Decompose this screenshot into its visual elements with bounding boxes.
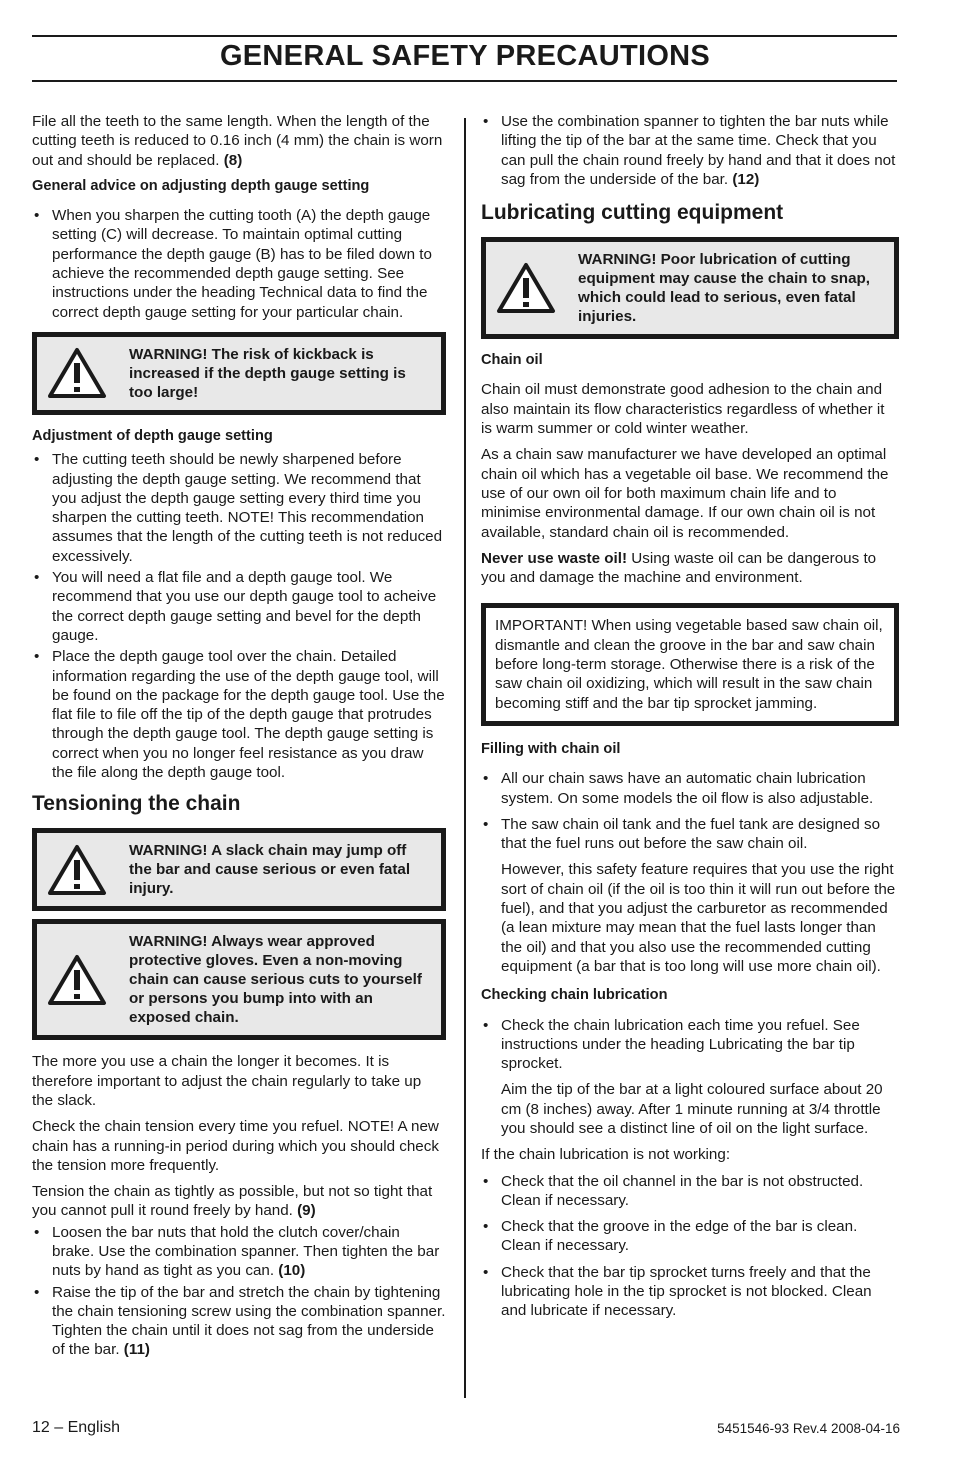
adjust-heading: Adjustment of depth gauge setting: [32, 427, 273, 444]
list-item: • You will need a flat file and a depth gauge tool. We recommend that you use our depth gauge tool to acheive the correct depth gauge setting and bevel for the depth gauge.: [34, 569, 437, 644]
warning-text: WARNING! The risk of kickback is increased if the depth gauge setting is too large!: [129, 345, 406, 401]
list-item-text: Place the depth gauge tool over the chain. Detailed information regarding the use of the depth gauge tool, will be found on the package for the depth gauge tool. Use the flat file to file off the tip of the depth gauge that protrudes through the depth gauge tool. The depth gauge setting is correct when you no longer feel resistance as you draw the file along the depth gauge tool.: [52, 648, 445, 782]
oil-paragraph-3-text: Using waste oil can be dangerous to you and damage the machine and environment.: [481, 549, 877, 587]
oil-paragraph-1: Chain oil must demonstrate good adhesion to the chain and also maintain its flow characteristics regardless of whether it is warm summer or cold winter weather.: [481, 381, 885, 438]
filling-heading: Filling with chain oil: [481, 740, 621, 757]
important-box: IMPORTANT! When using vegetable based saw chain oil, dismantle and clean the groove in the bar and saw chain before long-term storage. Otherwise there is a risk of the saw chain oil oxidizing, which will result in the saw chain becoming stiff and the bar tip sprocket jamming.: [481, 603, 899, 725]
page-number: 12 – English: [32, 1419, 121, 1436]
checking-heading: Checking chain lubrication: [481, 987, 668, 1004]
tension-paragraph-1: The more you use a chain the longer it becomes. It is therefore important to adjust the chain regularly to take up the slack.: [32, 1053, 422, 1109]
chain-oil-heading: Chain oil: [481, 352, 543, 369]
warning-box-gloves: [32, 919, 446, 1040]
warning-triangle-icon: [45, 347, 109, 399]
warning-box-lubrication: [481, 237, 899, 339]
document-reference: 5451546-93 Rev.4 2008-04-16: [717, 1421, 900, 1436]
section-heading-tensioning: Tensioning the chain: [32, 792, 241, 816]
checking-note: Aim the tip of the bar at a light coloured surface about 20 cm (8 inches) away. After 1 minute running at 3/4 throttle you should see a distinct line of oil on the light surface.: [501, 1081, 883, 1137]
list-item-text: Check that the bar tip sprocket turns freely and that the lubricating hole in the tip sprocket is not blocked. Clean and lubricate if necessary.: [501, 1263, 872, 1320]
warning-box-kickback: [32, 332, 446, 415]
list-item-text: When you sharpen the cutting tooth (A) the depth gauge setting (C) will decrease. To maintain optimal cutting performance the depth gauge (B) has to be filed down to achieve the recommended depth gauge setting. See instructions under the heading Technical data to find the correct depth gauge setting for your particular chain.: [52, 207, 432, 321]
list-item: • The cutting teeth should be newly sharpened before adjusting the depth gauge setting. We recommend that you adjust the depth gauge setting every third time you sharpen the cutting teeth. NOTE! This recommendation assumes that the length of the cutting teeth is not reduced excessively.: [34, 451, 443, 565]
list-item: • Place the depth gauge tool over the chain. Detailed information regarding the use of the depth gauge tool, will be found on the package for the depth gauge tool. Use the flat file to file off the tip of the depth gauge that protrudes through the depth gauge tool. The depth gauge setting is correct when you no longer feel resistance as you draw the file along the depth gauge tool.: [34, 648, 445, 782]
filling-note: However, this safety feature requires that you use the right sort of chain oil (if the oil is too thin it will run out before the fuel), and that you adjust the carburetor as recommended (a lean mixture may mean that the fuel lasts longer than the oil) and that you also use the recommended cutting equipment (a bar that is too long will use more chain oil).: [501, 861, 896, 975]
warning-text: WARNING! A slack chain may jump off the bar and cause serious or even fatal injury.: [129, 842, 411, 898]
warning-text: WARNING! Poor lubrication of cutting equipment may cause the chain to snap, which could lead to serious, even fatal injuries.: [578, 251, 871, 326]
warning-triangle-icon: [494, 262, 558, 314]
tension-paragraph-3-text: Tension the chain as tightly as possible, but not so tight that you cannot pull it round freely by hand.: [32, 1183, 433, 1220]
list-item-text: Loosen the bar nuts that hold the clutch cover/chain brake. Use the combination spanner. Then tighten the bar nuts by hand as tight as you can.: [52, 1223, 440, 1280]
checking-list: [481, 1016, 899, 1074]
intro-text: File all the teeth to the same length. When the length of the cutting teeth is reduced to 0.16 inch (4 mm) the chain is worn out and should be replaced.: [32, 113, 443, 169]
top-rule: [32, 35, 897, 37]
list-item-text: You will need a flat file and a depth gauge tool. We recommend that you use our depth gauge tool to acheive the correct depth gauge setting and bevel for the depth gauge.: [52, 569, 437, 644]
figure-ref: (10): [278, 1262, 306, 1280]
column-divider: [464, 118, 466, 1398]
list-item-text: Check that the oil channel in the bar is not obstructed. Clean if necessary.: [501, 1172, 864, 1209]
list-item: • Use the combination spanner to tighten the bar nuts while lifting the tip of the bar at the same time. Check that you can pull the chain round freely by hand and that it does not sag from the underside of the bar. (12): [483, 113, 896, 188]
spanner-list: [481, 112, 899, 189]
list-item: • Check that the oil channel in the bar is not obstructed. Clean if necessary.: [483, 1172, 864, 1209]
figure-ref: (11): [123, 1341, 150, 1359]
tension-list: [32, 1223, 446, 1360]
list-item: • All our chain saws have an automatic chain lubrication system. On some models the oil flow is also adjustable.: [483, 770, 874, 807]
not-working-list: [481, 1172, 899, 1321]
list-item-text: All our chain saws have an automatic chain lubrication system. On some models the oil flow is also adjustable.: [501, 770, 874, 807]
filling-list: [481, 769, 899, 853]
intro-paragraph: [32, 112, 446, 170]
warning-text: WARNING! Always wear approved protective gloves. Even a non-moving chain can cause serious cuts to yourself or persons you bump into with an exposed chain.: [129, 933, 422, 1027]
list-item-text: Check that the groove in the edge of the bar is clean. Clean if necessary.: [501, 1218, 858, 1255]
figure-ref: (8): [223, 151, 243, 169]
title-underline: [32, 80, 897, 82]
list-item-text: Use the combination spanner to tighten the bar nuts while lifting the tip of the bar at the same time. Check that you can pull the chain round freely by hand and that it does not sag from the underside of the bar.: [501, 113, 896, 188]
list-item: • Check the chain lubrication each time you refuel. See instructions under the heading Lubricating the bar tip sprocket.: [483, 1016, 860, 1073]
left-column: [32, 112, 446, 1367]
adjust-list: [32, 450, 446, 782]
list-item-text: Raise the tip of the bar and stretch the chain by tightening the chain tensioning screw using the combination spanner. Tighten the chain until it does not sag from the underside of the bar.: [52, 1283, 446, 1359]
figure-ref: (12): [732, 170, 760, 188]
advice-heading: General advice on adjusting depth gauge setting: [32, 177, 370, 194]
list-item: • Check that the bar tip sprocket turns freely and that the lubricating hole in the tip sprocket is not blocked. Clean and lubricate if necessary.: [483, 1263, 872, 1320]
advice-list: [32, 206, 446, 322]
list-item: • When you sharpen the cutting tooth (A) the depth gauge setting (C) will decrease. To maintain optimal cutting performance the depth gauge (B) has to be filed down to achieve the recommended depth gauge setting. See instructions under the heading Technical data to find the correct depth gauge setting for your particular chain.: [34, 207, 432, 321]
not-working-text: If the chain lubrication is not working:: [481, 1146, 731, 1164]
warning-box-slack: [32, 828, 446, 911]
section-heading-lubricating: Lubricating cutting equipment: [481, 201, 784, 225]
list-item-text: The cutting teeth should be newly sharpened before adjusting the depth gauge setting. We recommend that you adjust the depth gauge setting every third time you sharpen the cutting teeth. NOTE! This recommendation assumes that the length of the cutting teeth is not reduced excessively.: [52, 451, 443, 565]
warning-triangle-icon: [45, 844, 109, 896]
page-title: GENERAL SAFETY PRECAUTIONS: [219, 40, 711, 72]
tension-paragraph-2: Check the chain tension every time you refuel. NOTE! A new chain has a running-in period during which you should check the tension more frequently.: [32, 1118, 439, 1174]
right-column: [481, 112, 899, 1328]
warning-triangle-icon: [45, 954, 109, 1006]
list-item: • The saw chain oil tank and the fuel tank are designed so that the fuel runs out before the saw chain oil.: [483, 815, 881, 853]
oil-paragraph-2: As a chain saw manufacturer we have developed an optimal chain oil which has a vegetable oil base. We recommend the use of our own oil for both maximum chain life and to minimise environmental damage. If our own chain oil is not available, standard chain oil is recommended.: [481, 446, 889, 541]
list-item: • Loosen the bar nuts that hold the clutch cover/chain brake. Use the combination spanner. Then tighten the bar nuts by hand as tight as you can. (10): [34, 1223, 440, 1280]
oil-paragraph-3: [481, 549, 899, 588]
tension-paragraph-3: [32, 1182, 446, 1221]
list-item: • Raise the tip of the bar and stretch the chain by tightening the chain tensioning screw using the combination spanner. Tighten the chain until it does not sag from the underside of the bar. (11): [34, 1283, 446, 1359]
list-item-text: The saw chain oil tank and the fuel tank are designed so that the fuel runs out before the saw chain oil.: [501, 815, 881, 853]
figure-ref: (9): [297, 1202, 316, 1220]
list-item-text: Check the chain lubrication each time you refuel. See instructions under the heading Lubricating the bar tip sprocket.: [501, 1016, 860, 1073]
waste-oil-warning: Never use waste oil!: [481, 549, 628, 567]
list-item: • Check that the groove in the edge of the bar is clean. Clean if necessary.: [483, 1218, 858, 1255]
